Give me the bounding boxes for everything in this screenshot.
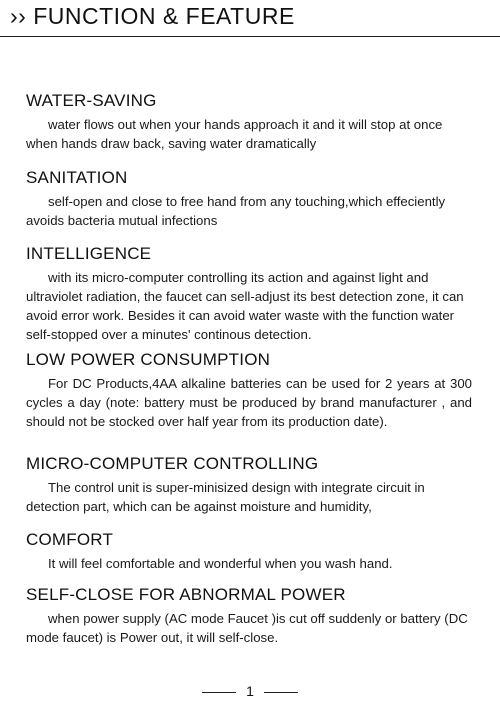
section-title: INTELLIGENCE: [26, 244, 152, 263]
section-title: SELF-CLOSE FOR ABNORMAL POWER: [26, 585, 346, 604]
section-title: MICRO-COMPUTER CONTROLLING: [26, 454, 319, 473]
section-title: COMFORT: [26, 530, 114, 549]
section-title: LOW POWER CONSUMPTION: [26, 350, 271, 369]
section-body: The control unit is super-minisized design with integrate circuit in detection part, which can be against moisture and humidity,: [26, 480, 425, 514]
section-micro-computer-controlling: [26, 453, 472, 516]
section-body: when power supply (AC mode Faucet )is cut off suddenly or battery (DC mode faucet) is Power out, it will self-close.: [26, 611, 468, 645]
page-title: ›› FUNCTION & FEATURE: [10, 3, 295, 29]
footer-rule-left: [202, 692, 236, 693]
section-body: water flows out when your hands approach it and it will stop at once when hands draw back, saving water dramatically: [26, 117, 443, 151]
page-header: [0, 0, 500, 42]
section-body: For DC Products,4AA alkaline batteries can be used for 2 years at 300 cycles a day (note: battery must be produced by brand manufacturer , and should not be stocked over half year from its production date).: [26, 376, 472, 429]
page-footer: [0, 682, 500, 702]
page-number: 1: [246, 683, 254, 699]
footer-rule-right: [264, 692, 298, 693]
section-low-power-consumption: [26, 349, 472, 431]
section-sanitation: [26, 167, 472, 230]
section-comfort: [26, 529, 472, 573]
section-body: self-open and close to free hand from any touching,which effeciently avoids bacteria mutual infections: [26, 194, 446, 228]
section-title: WATER-SAVING: [26, 91, 157, 110]
section-body: It will feel comfortable and wonderful when you wash hand.: [48, 556, 393, 571]
section-title: SANITATION: [26, 168, 128, 187]
section-body: with its micro-computer controlling its action and against light and ultraviolet radiation, the faucet can sell-adjust its best detection zone, it can avoid error work. Besides it can avoid water waste with the function water self-stopped over a minutes' continous detection.: [26, 270, 464, 342]
section-self-close-abnormal-power: [26, 584, 472, 647]
section-water-saving: [26, 90, 472, 153]
header-divider: [0, 36, 500, 37]
section-intelligence: [26, 243, 472, 344]
